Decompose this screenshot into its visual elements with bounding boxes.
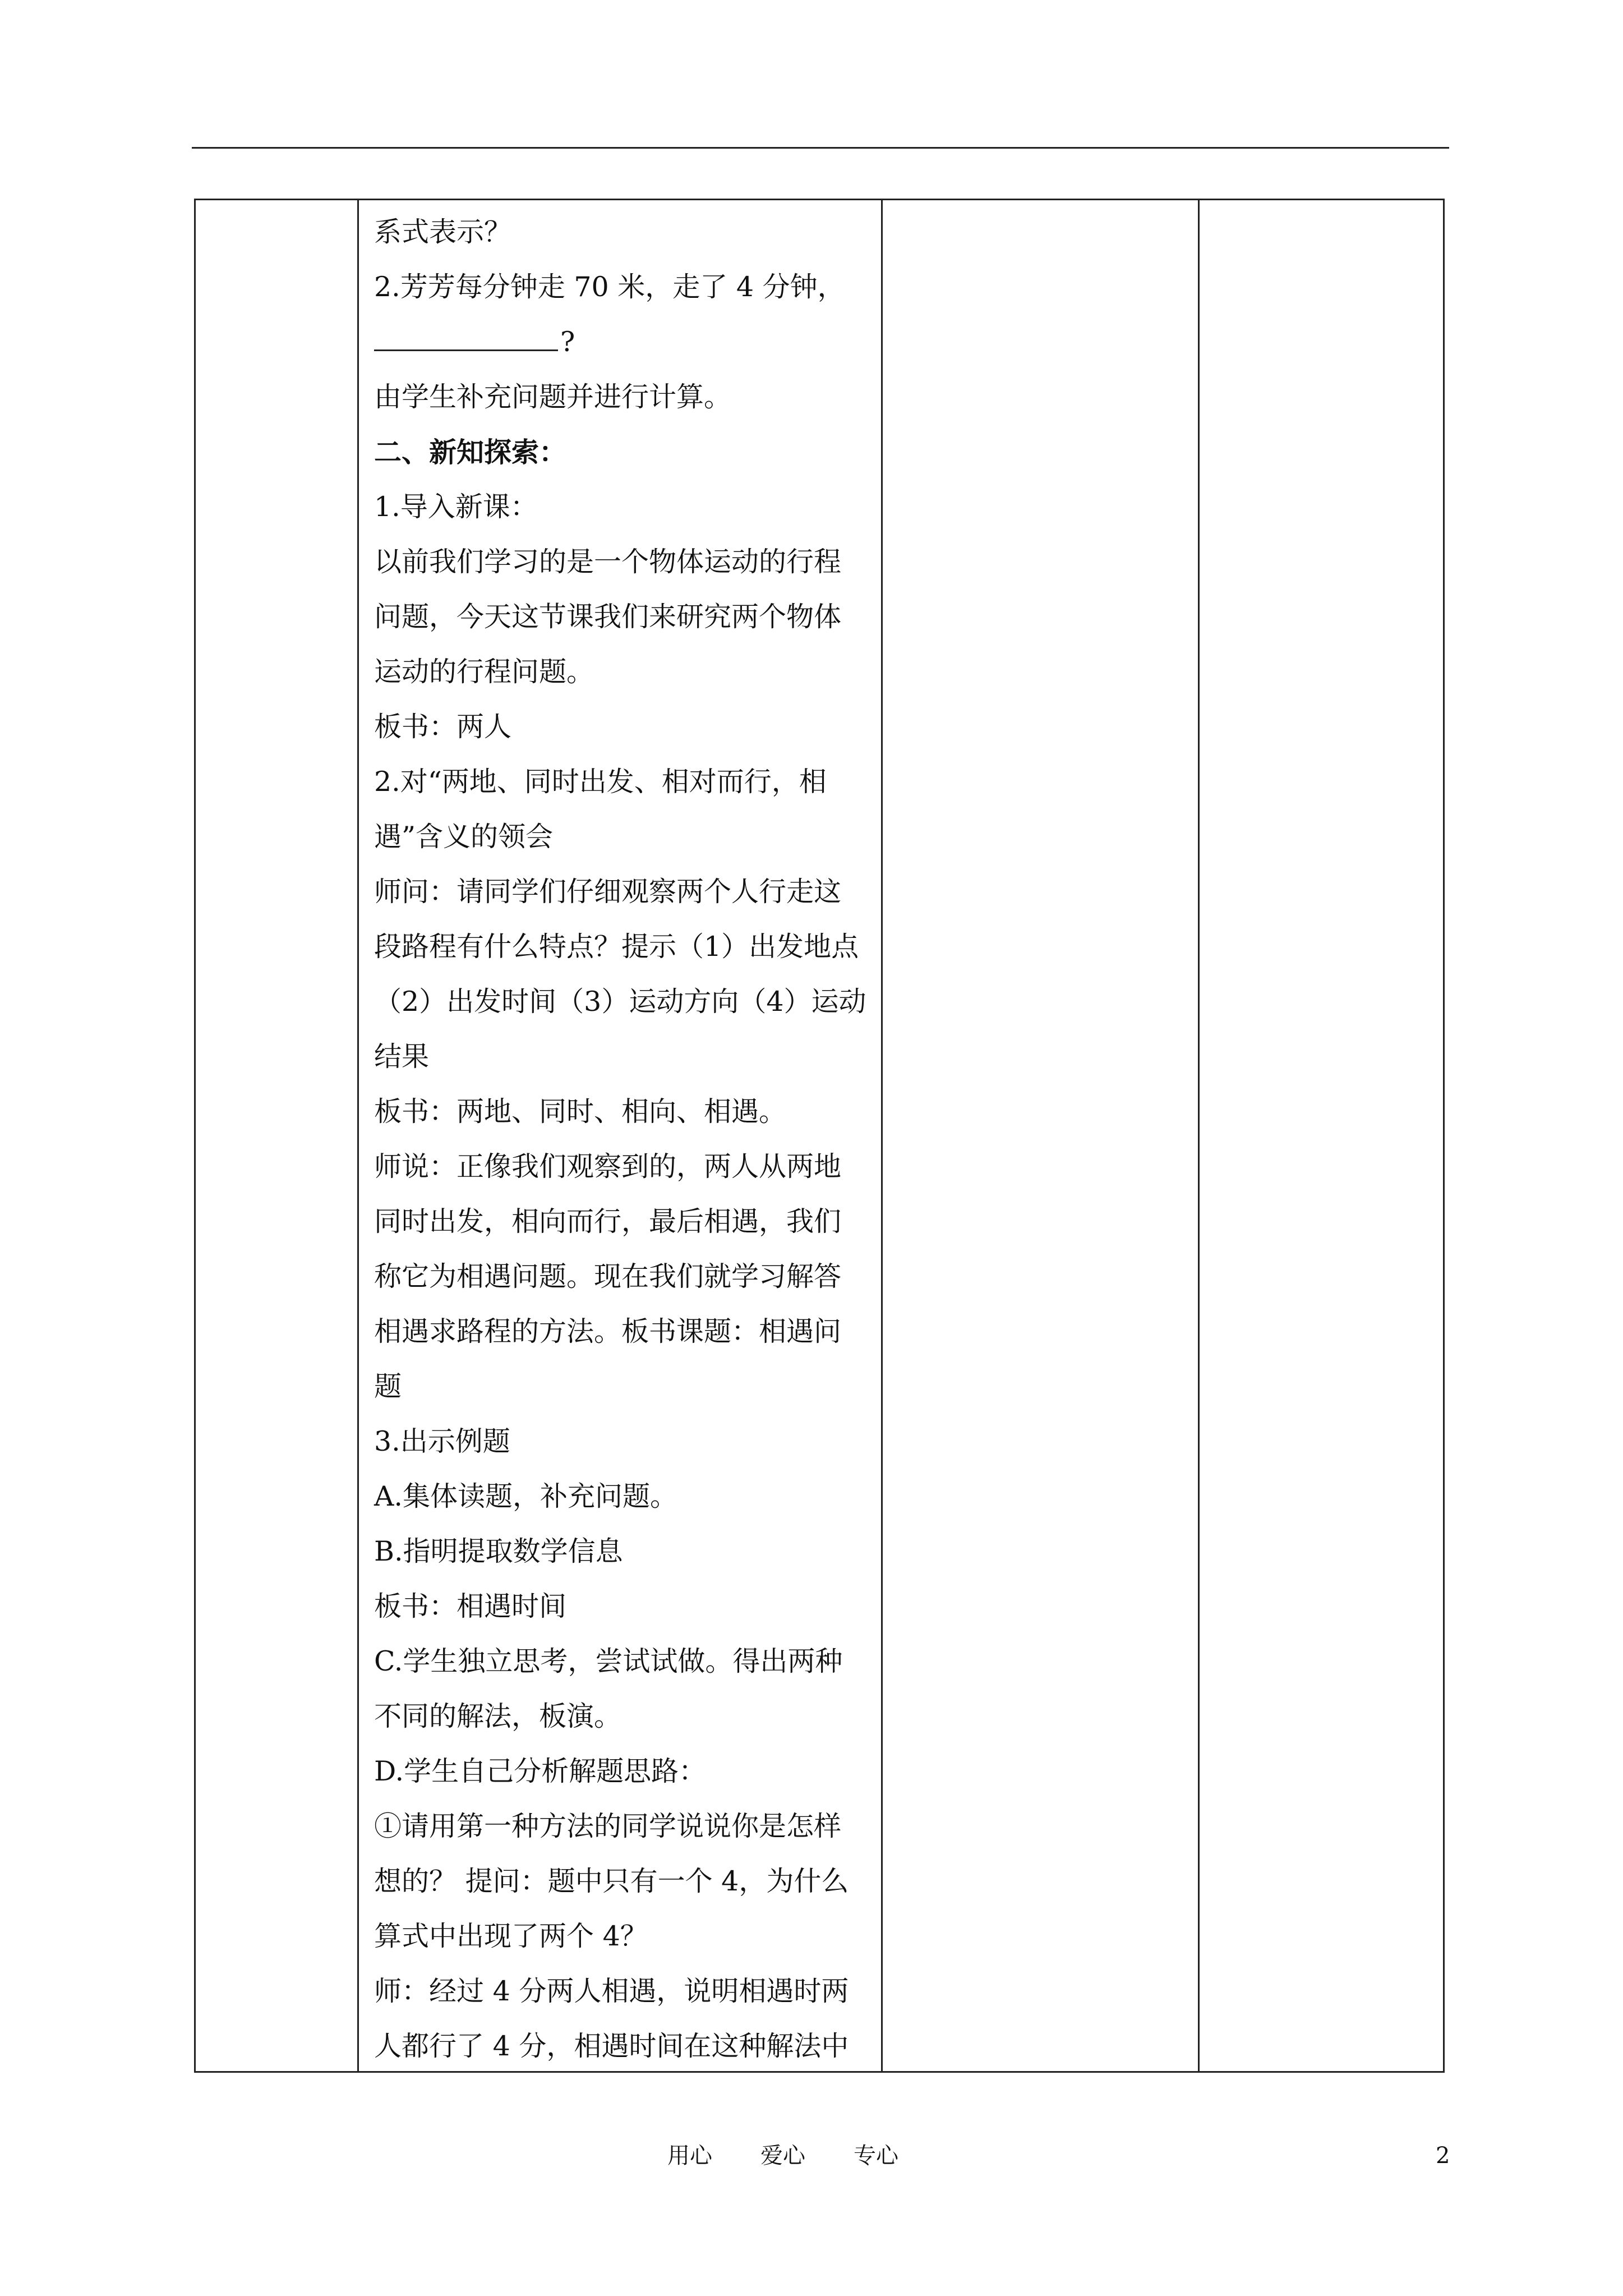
text-line: B.指明提取数学信息 [374, 1535, 623, 1567]
text-line: 不同的解法，板演。 [374, 1700, 622, 1732]
column-divider [881, 200, 883, 2071]
text-line: A.集体读题，补充问题。 [374, 1480, 677, 1512]
footer-motto [667, 2142, 898, 2170]
text-line: 遇”含义的领会 [374, 821, 554, 853]
question-mark: ? [560, 326, 575, 358]
text-line: ①请用第一种方法的同学说说你是怎样 [374, 1810, 842, 1842]
text-line: D.学生自己分析解题思路： [374, 1755, 707, 1787]
page-number: 2 [1436, 2143, 1450, 2169]
text-line: （2）出发时间（3）运动方向（4）运动 [374, 986, 866, 1018]
text-line: 板书：两人 [374, 711, 512, 743]
answer-blank [374, 321, 558, 351]
text-line: 问题，今天这节课我们来研究两个物体 [374, 601, 842, 633]
text-line: 系式表示？ [374, 216, 512, 248]
footer-item: 专心 [854, 2143, 898, 2169]
text-line: 师问：请同学们仔细观察两个人行走这 [374, 876, 842, 908]
text-line: 板书：两地、同时、相向、相遇。 [374, 1096, 787, 1128]
footer-item: 用心 [667, 2143, 712, 2169]
text-line: 3.出示例题 [374, 1425, 510, 1457]
footer-item: 爱心 [760, 2143, 805, 2169]
text-line: 相遇求路程的方法。板书课题：相遇问 [374, 1315, 842, 1347]
text-line: 师说：正像我们观察到的，两人从两地 [374, 1151, 842, 1182]
text-line: 人都行了 4 分，相遇时间在这种解法中 [374, 2030, 849, 2062]
text-line: 段路程有什么特点？提示（1）出发地点 [374, 931, 859, 963]
text-line: 1.导入新课： [374, 491, 538, 523]
text-line: 算式中出现了两个 4？ [374, 1920, 648, 1952]
text-line: C.学生独立思考，尝试试做。得出两种 [374, 1645, 843, 1677]
text-line: 题 [374, 1370, 402, 1402]
fill-blank-line [374, 315, 879, 370]
text-line: 想的？ 提问：题中只有一个 4，为什么 [374, 1865, 849, 1897]
text-line: 2.芳芳每分钟走 70 米，走了 4 分钟， [374, 271, 845, 303]
text-line: 结果 [374, 1041, 430, 1073]
text-line: 称它为相遇问题。现在我们就学习解答 [374, 1260, 842, 1292]
section-heading: 二、新知探索： [374, 436, 567, 468]
text-line: 板书：相遇时间 [374, 1590, 567, 1622]
text-line: 运动的行程问题。 [374, 656, 594, 688]
lesson-table [194, 199, 1445, 2073]
text-line: 由学生补充问题并进行计算。 [374, 381, 732, 413]
header-rule [192, 147, 1449, 149]
text-line: 2.对“两地、同时出发、相对而行，相 [374, 766, 827, 798]
text-line: 同时出发，相向而行，最后相遇，我们 [374, 1205, 842, 1237]
text-line: 师：经过 4 分两人相遇，说明相遇时两 [374, 1975, 849, 2007]
column-divider [1198, 200, 1200, 2071]
lesson-content [374, 205, 879, 2074]
column-divider [357, 200, 359, 2071]
text-line: 以前我们学习的是一个物体运动的行程 [374, 546, 842, 578]
